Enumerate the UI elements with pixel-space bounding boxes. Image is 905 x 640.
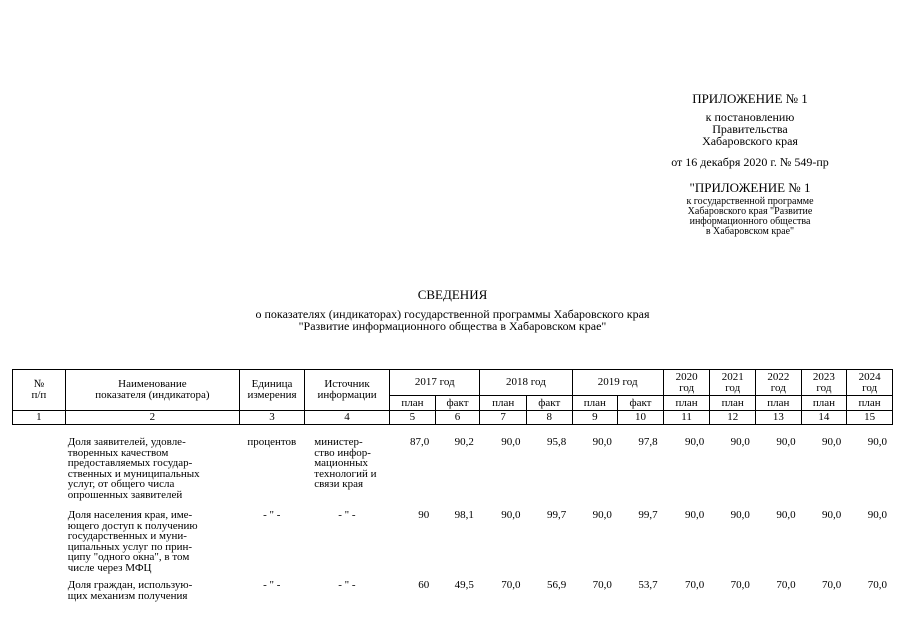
value-cell: 70,0	[867, 579, 887, 591]
header-plan: план	[390, 396, 436, 411]
header-plan: план	[572, 396, 618, 411]
header-year: 2021 год	[710, 370, 756, 396]
document-heading: СВЕДЕНИЯ	[417, 287, 488, 302]
appendix-title: ПРИЛОЖЕНИЕ № 1	[692, 91, 808, 106]
value-cell: 70,0	[822, 579, 842, 591]
indicator-unit: - " -	[263, 509, 281, 521]
value-cell: 99,7	[638, 509, 658, 521]
document-subheading	[0, 308, 905, 332]
indicator-source: - " -	[338, 509, 356, 521]
indicator-name: Доля заявителей, удовле- творенных качеством предоставляемых государ- ственных и муниципальных услуг, от общего числа опрошенных заявителей	[67, 436, 200, 501]
table-row	[12, 580, 893, 610]
value-cell: 90	[418, 509, 430, 521]
value-cell: 90,0	[776, 436, 796, 448]
appendix2-reference	[640, 197, 860, 237]
header-year: 2018 год	[480, 370, 572, 396]
value-cell: 90,0	[867, 436, 887, 448]
header-number: № п/п	[13, 370, 66, 411]
value-cell: 87,0	[409, 436, 430, 448]
header-year: 2017 год	[390, 370, 480, 396]
column-number: 15	[847, 411, 893, 425]
indicators-table-header	[12, 369, 893, 425]
indicator-name: Доля граждан, использую- щих механизм получения	[67, 579, 193, 602]
row-number	[12, 510, 65, 580]
column-number: 13	[756, 411, 802, 425]
value-cell: 90,0	[592, 436, 612, 448]
column-number: 9	[572, 411, 618, 425]
indicator-source: - " -	[338, 579, 356, 591]
header-year: 2019 год	[572, 370, 663, 396]
header-source: Источник информации	[304, 370, 389, 411]
indicator-unit: - " -	[263, 579, 281, 591]
indicator-unit: процентов	[247, 436, 297, 448]
indicator-name: Доля населения края, име- ющего доступ к получению государственных и муни- ципальных услуг по прин- ципу "одного окна", в том числе через МФЦ	[67, 509, 198, 574]
value-cell: 70,0	[730, 579, 750, 591]
appendix2-title: "ПРИЛОЖЕНИЕ № 1	[689, 180, 811, 195]
column-number: 2	[65, 411, 239, 425]
header-plan: план	[663, 396, 710, 411]
header-indicator-name: Наименование показателя (индикатора)	[65, 370, 239, 411]
column-number: 6	[435, 411, 480, 425]
header-plan: план	[847, 396, 893, 411]
value-cell: 90,0	[501, 509, 521, 521]
value-cell: 90,0	[730, 509, 750, 521]
column-number: 8	[526, 411, 572, 425]
appendix-line: к постановлению	[705, 110, 795, 124]
appendix-reference	[640, 111, 860, 147]
value-cell: 60	[418, 579, 430, 591]
value-cell: 90,0	[730, 436, 750, 448]
header-plan: план	[756, 396, 802, 411]
header-fact: факт	[618, 396, 664, 411]
row-number	[12, 580, 65, 610]
subheading-line: "Развитие информационного общества в Хабаровском крае"	[298, 319, 607, 333]
column-number: 14	[801, 411, 847, 425]
appendix-line: Правительства	[712, 122, 788, 136]
appendix2-line: к государственной программе	[686, 196, 814, 207]
value-cell: 70,0	[685, 579, 705, 591]
column-number: 5	[390, 411, 436, 425]
column-number: 7	[480, 411, 527, 425]
value-cell: 97,8	[638, 436, 658, 448]
appendix-date: от 16 декабря 2020 г. № 549-пр	[671, 155, 829, 169]
value-cell: 95,8	[546, 436, 567, 448]
value-cell: 70,0	[776, 579, 796, 591]
header-year: 2022 год	[756, 370, 802, 396]
value-cell: 56,9	[546, 579, 567, 591]
header-fact: факт	[435, 396, 480, 411]
column-number: 12	[710, 411, 756, 425]
value-cell: 90,0	[592, 509, 612, 521]
header-plan: план	[480, 396, 527, 411]
column-number: 4	[304, 411, 389, 425]
subheading-line: о показателях (индикаторах) государственной программы Хабаровского края	[255, 307, 650, 321]
value-cell: 70,0	[592, 579, 612, 591]
indicator-source: министер- ство инфор- мационных технологий и связи края	[314, 436, 377, 490]
value-cell: 90,0	[867, 509, 887, 521]
header-year: 2020 год	[663, 370, 710, 396]
header-unit: Единица измерения	[240, 370, 305, 411]
value-cell: 90,0	[685, 509, 705, 521]
value-cell: 90,0	[822, 436, 842, 448]
appendix2-line: Хабаровского края "Развитие	[687, 206, 813, 217]
appendix2-line: информационного общества	[689, 216, 811, 227]
header-plan: план	[710, 396, 756, 411]
indicators-table-body	[12, 437, 893, 610]
value-cell: 53,7	[638, 579, 658, 591]
column-numbers-row	[13, 411, 893, 425]
value-cell: 90,0	[776, 509, 796, 521]
header-plan: план	[801, 396, 847, 411]
column-number: 3	[240, 411, 305, 425]
column-number: 10	[618, 411, 664, 425]
header-year: 2023 год	[801, 370, 847, 396]
column-number: 11	[663, 411, 710, 425]
value-cell: 90,0	[822, 509, 842, 521]
value-cell: 70,0	[501, 579, 521, 591]
column-number: 1	[13, 411, 66, 425]
table-row	[12, 510, 893, 580]
header-fact: факт	[526, 396, 572, 411]
value-cell: 90,2	[454, 436, 474, 448]
table-row	[12, 437, 893, 510]
header-year: 2024 год	[847, 370, 893, 396]
appendix-line: Хабаровского края	[702, 134, 798, 148]
value-cell: 98,1	[454, 509, 474, 521]
value-cell: 90,0	[501, 436, 521, 448]
value-cell: 90,0	[685, 436, 705, 448]
value-cell: 49,5	[454, 579, 474, 591]
row-number	[12, 437, 65, 510]
value-cell: 99,7	[546, 509, 567, 521]
appendix2-line: в Хабаровском крае"	[705, 226, 795, 237]
